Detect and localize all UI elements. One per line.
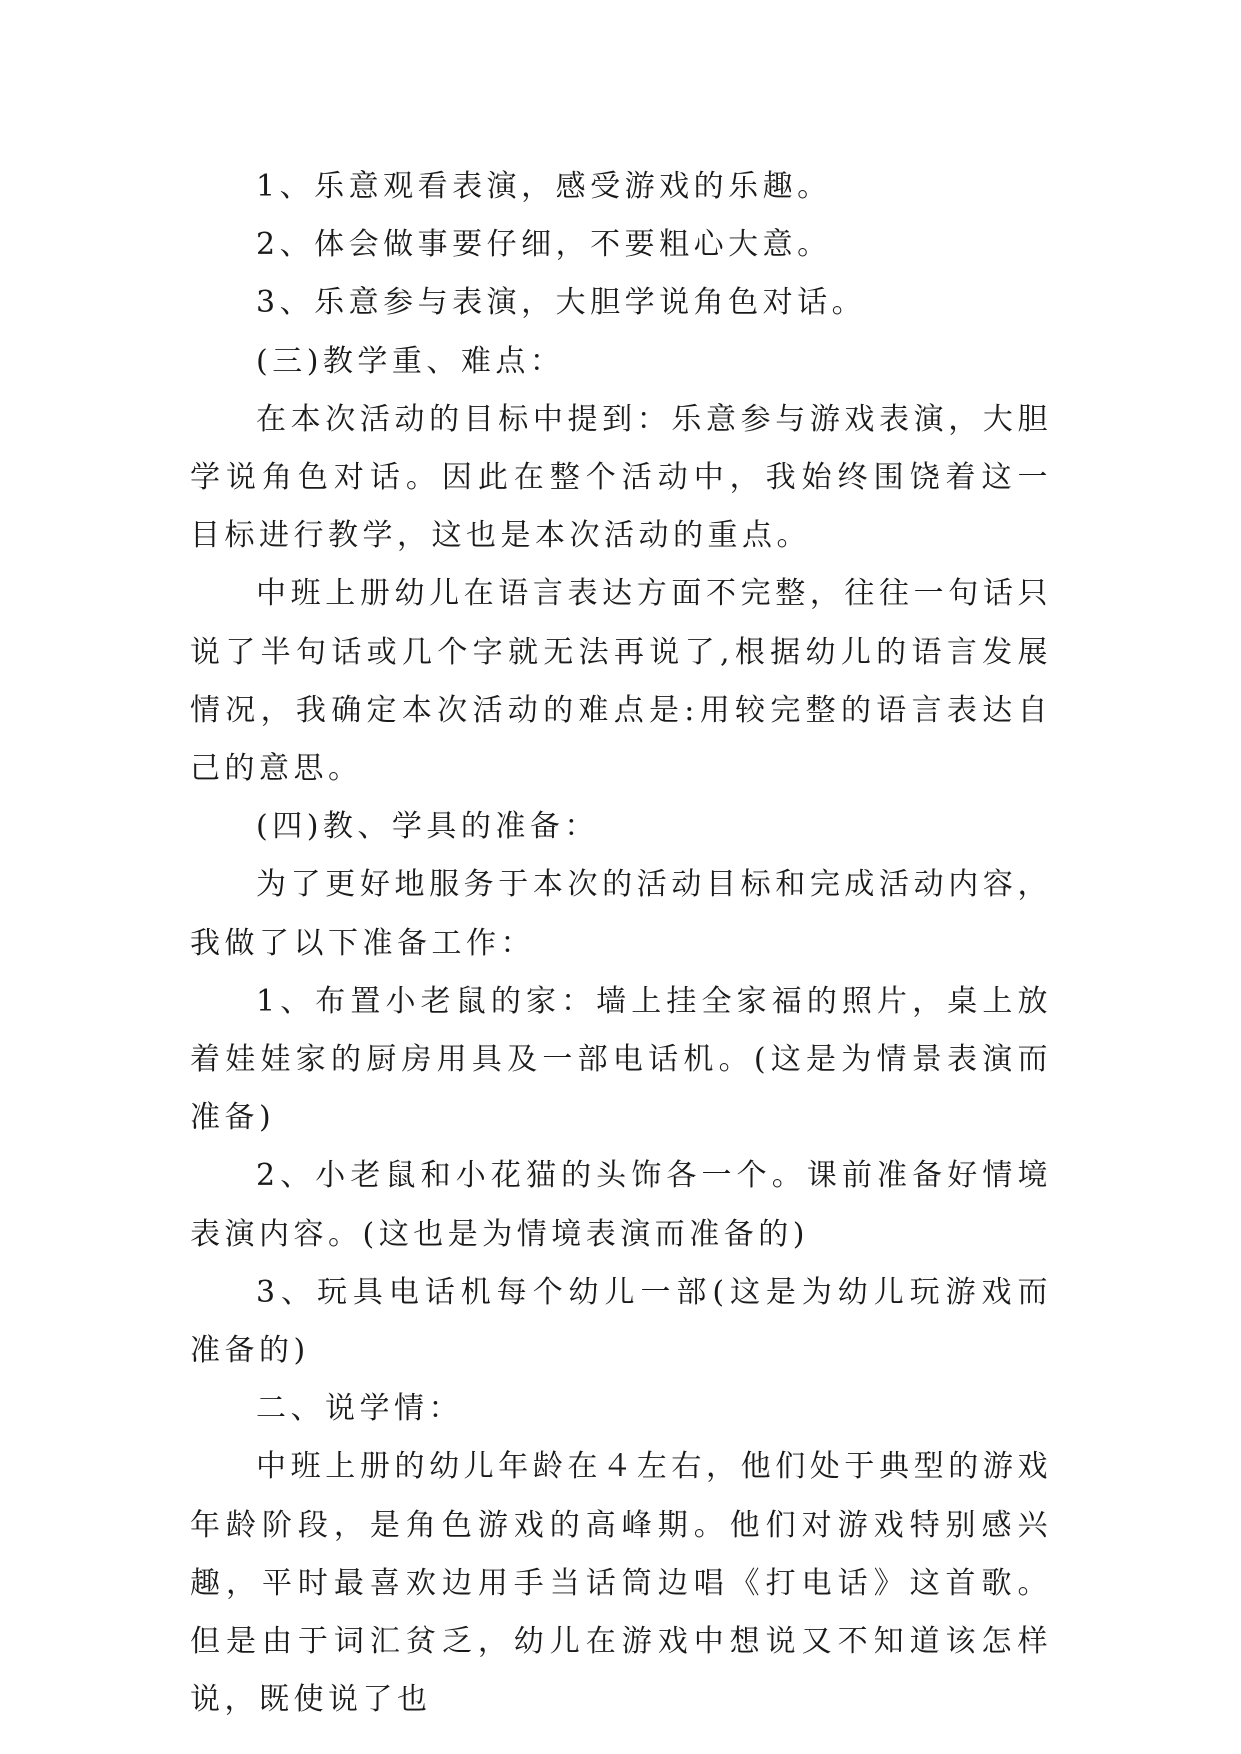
paragraph-difficulty: 中班上册幼儿在语言表达方面不完整，往往一句话只说了半句话或几个字就无法再说了,根据幼儿的语言发展情况，我确定本次活动的难点是:用较完整的语言表达自己的意思。	[190, 576, 1052, 787]
paragraph-goal-2: 2、体会做事要仔细，不要粗心大意。	[256, 227, 832, 263]
paragraph-material-3: 3、玩具电话机每个幼儿一部(这是为幼儿玩游戏而准备的)	[190, 1274, 1052, 1369]
paragraph-materials-intro: 为了更好地服务于本次的活动目标和完成活动内容，我做了以下准备工作：	[190, 867, 1052, 961]
paragraph-material-1: 1、布置小老鼠的家：墙上挂全家福的照片，桌上放着娃娃家的厨房用具及一部电话机。(这是为情景表演而准备)	[190, 983, 1052, 1136]
paragraph-learners: 中班上册的幼儿年龄在４左右，他们处于典型的游戏年龄阶段，是角色游戏的高峰期。他们对游戏特别感兴趣，平时最喜欢边用手当话筒边唱《打电话》这首歌。但是由于词汇贫乏，幼儿在游戏中想说又不知道该怎样说，既使说了也	[190, 1449, 1052, 1718]
paragraph-goal-1: 1、乐意观看表演，感受游戏的乐趣。	[256, 169, 832, 204]
section-heading-learners: 二、说学情：	[256, 1391, 463, 1427]
paragraph-goal-3: 3、乐意参与表演，大胆学说角色对话。	[256, 285, 867, 321]
paragraph-material-2: 2、小老鼠和小花猫的头饰各一个。课前准备好情境表演内容。(这也是为情境表演而准备的)	[190, 1158, 1052, 1252]
section-heading-materials: (四)教、学具的准备：	[256, 809, 599, 845]
section-heading-key-points: (三)教学重、难点：	[256, 343, 565, 379]
paragraph-key-point: 在本次活动的目标中提到：乐意参与游戏表演，大胆学说角色对话。因此在整个活动中，我始终围饶着这一目标进行教学，这也是本次活动的重点。	[190, 401, 1052, 554]
document-body	[190, 158, 1052, 1729]
